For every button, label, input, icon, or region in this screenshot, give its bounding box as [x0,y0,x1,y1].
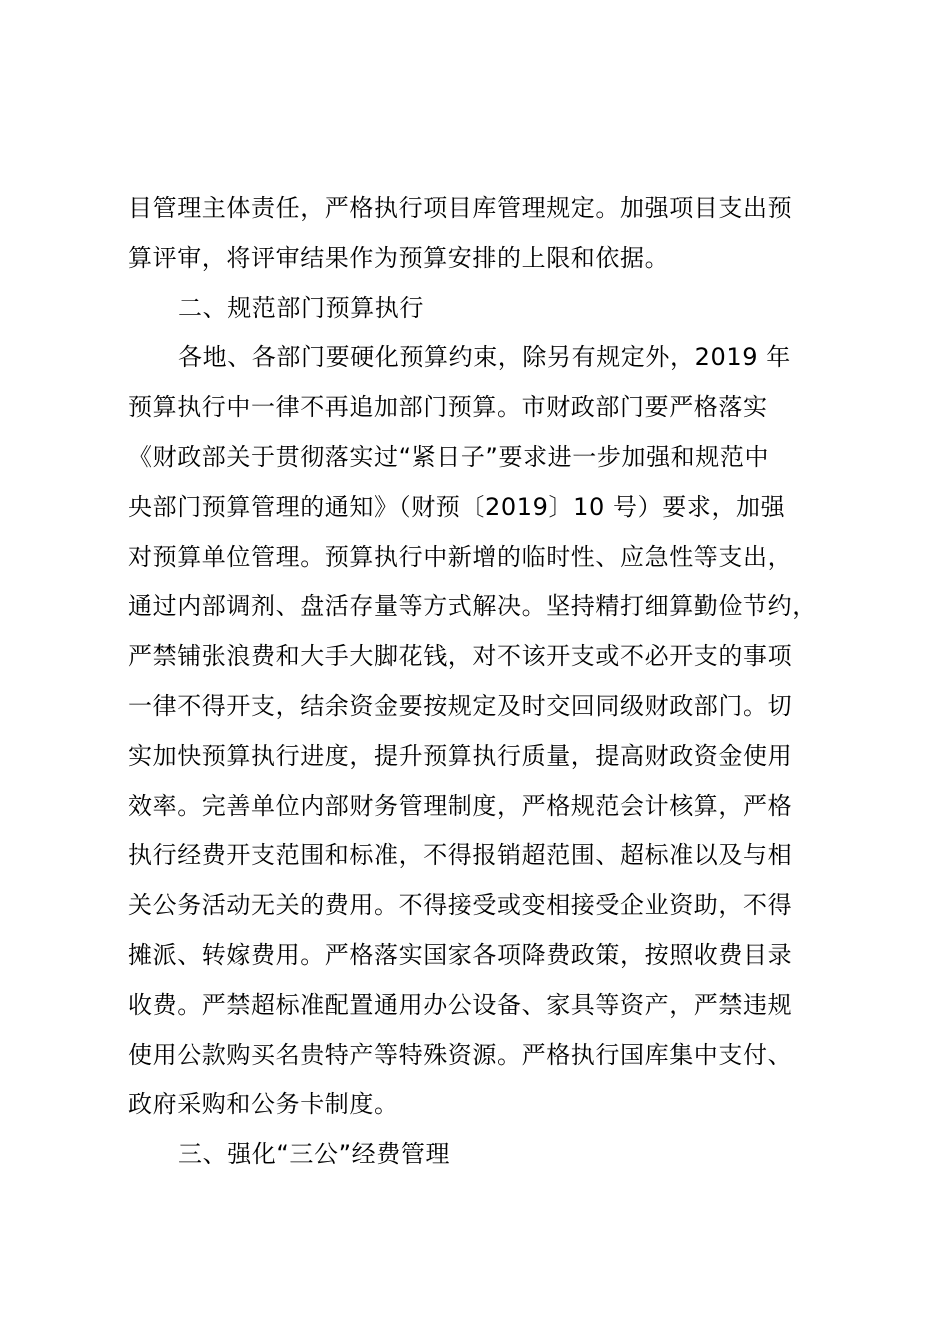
text-line: 实加快预算执行进度，提升预算执行质量，提高财政资金使用 [128,741,793,770]
text-line: 执行经费开支范围和标准，不得报销超范围、超标准以及与相 [128,841,793,870]
paragraph-heading-line: 三、强化“三公”经费管理 [178,1140,451,1169]
text-line: 效率。完善单位内部财务管理制度，严格规范会计核算，严格 [128,791,793,820]
text-line: 《财政部关于贯彻落实过“紧日子”要求进一步加强和规范中 [128,442,770,471]
text-line: 通过内部调剂、盘活存量等方式解决。坚持精打细算勤俭节约， [128,592,817,621]
text-line: 政府采购和公务卡制度。 [128,1090,399,1119]
body-text [128,184,838,1180]
paragraph-heading-line: 二、规范部门预算执行 [178,293,424,322]
paragraph-heading-line: 各地、各部门要硬化预算约束，除另有规定外，2019 年 [178,343,791,372]
text-line: 目管理主体责任，严格执行项目库管理规定。加强项目支出预 [128,194,793,222]
text-line: 央部门预算管理的通知》（财预〔2019〕10 号）要求，加强 [128,492,786,521]
text-line: 关公务活动无关的费用。不得接受或变相接受企业资助，不得 [128,891,793,920]
text-line: 对预算单位管理。预算执行中新增的临时性、应急性等支出， [128,542,793,571]
text-line: 收费。严禁超标准配置通用办公设备、家具等资产，严禁违规 [128,990,793,1019]
text-line: 严禁铺张浪费和大手大脚花钱，对不该开支或不必开支的事项 [128,642,793,671]
text-line: 一律不得开支，结余资金要按规定及时交回同级财政部门。切 [128,691,793,720]
text-line: 预算执行中一律不再追加部门预算。市财政部门要严格落实 [128,393,768,422]
text-line: 摊派、转嫁费用。严格落实国家各项降费政策，按照收费目录 [128,940,793,969]
text-line: 算评审，将评审结果作为预算安排的上限和依据。 [128,243,670,272]
text-line: 使用公款购买名贵特产等特殊资源。严格执行国库集中支付、 [128,1040,793,1069]
